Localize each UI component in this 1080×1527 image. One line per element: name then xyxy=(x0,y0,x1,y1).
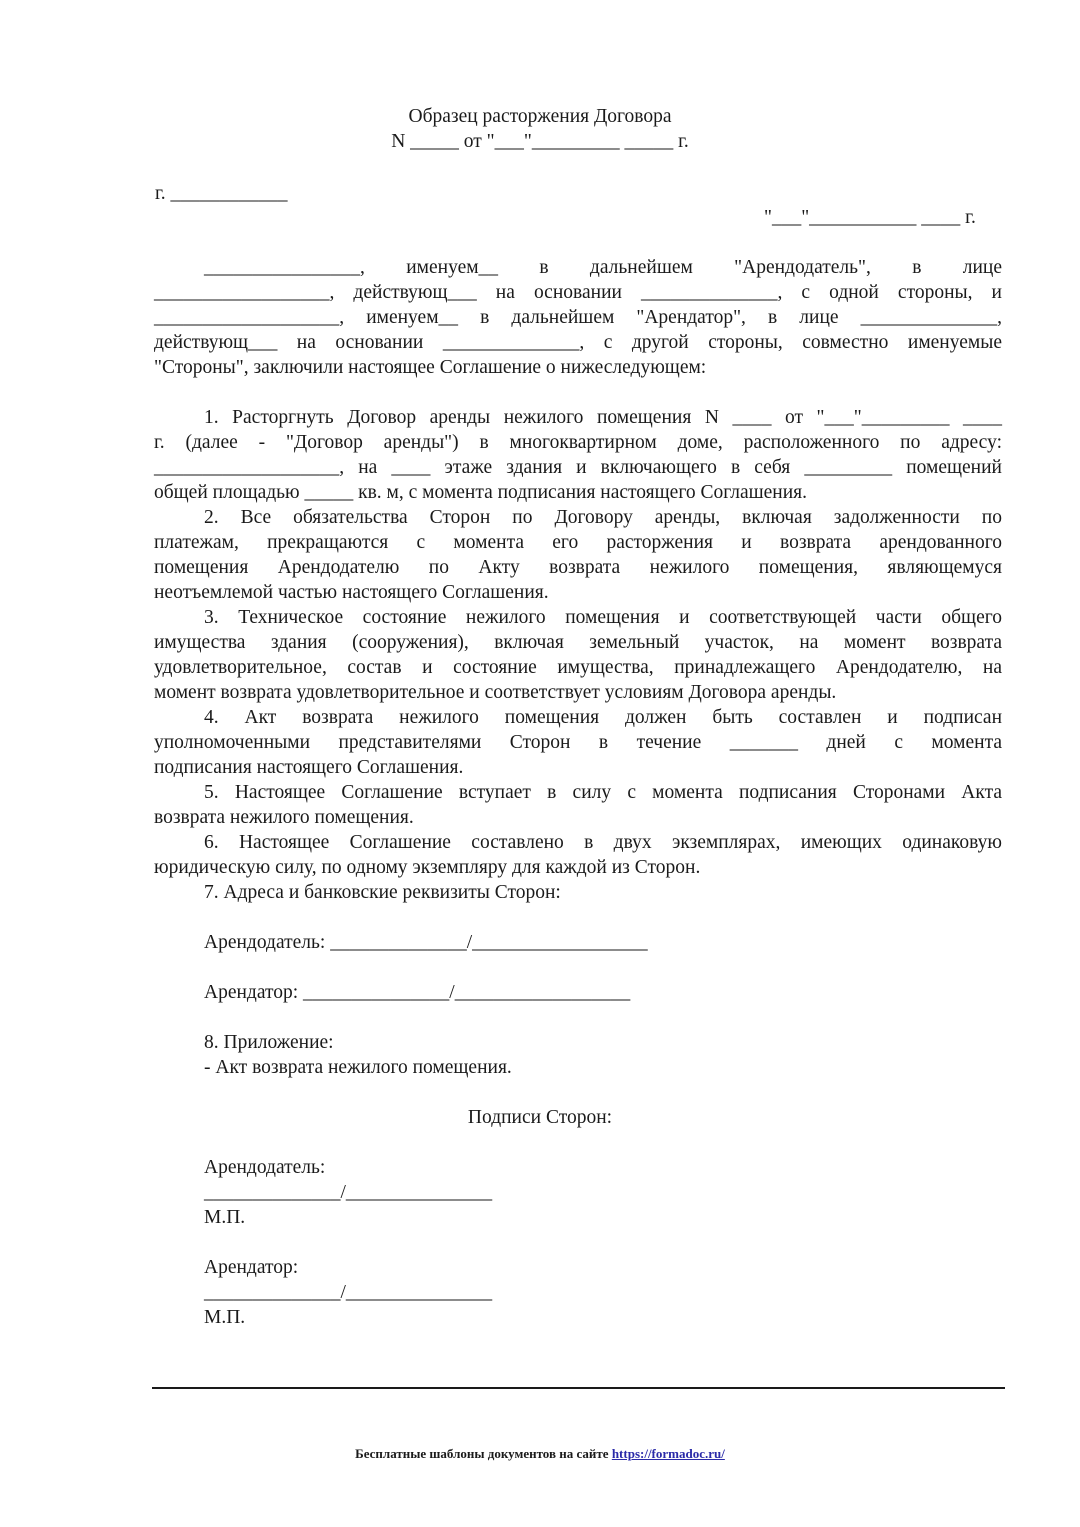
clause-line: уполномоченными представителями Сторон в течение _______ дней с момента xyxy=(154,732,1002,753)
document-number-line: N _____ от "___"_________ _____ г. xyxy=(391,131,689,152)
footer-divider xyxy=(152,1387,1005,1389)
preamble-line: действующ___ на основании ______________, с другой стороны, совместно именуемые xyxy=(154,332,1002,353)
signatures-title: Подписи Сторон: xyxy=(467,1107,613,1128)
footer-link[interactable]: https://formadoc.ru/ xyxy=(611,1446,725,1461)
appendix-title: 8. Приложение: xyxy=(204,1032,334,1053)
signature-tenant-line: ______________/_______________ xyxy=(204,1282,493,1303)
preamble-line: ________________, именуем__ в дальнейшем "Арендодатель", в лице xyxy=(204,257,1002,278)
requisites-landlord: Арендодатель: ______________/__________________ xyxy=(204,932,648,953)
signature-tenant-seal: М.П. xyxy=(204,1307,246,1328)
clause-line: удовлетворительное, состав и состояние имущества, принадлежащего Арендодателю, на xyxy=(154,657,1002,678)
clause-line: 6. Настоящее Соглашение составлено в двух экземплярах, имеющих одинаковую xyxy=(204,832,1002,853)
signature-tenant-label: Арендатор: xyxy=(204,1257,299,1278)
clause-line: 2. Все обязательства Сторон по Договору аренды, включая задолженности по xyxy=(204,507,1002,528)
signature-landlord-seal: М.П. xyxy=(204,1207,246,1228)
preamble-line: "Стороны", заключили настоящее Соглашение о нижеследующем: xyxy=(154,357,707,378)
clause-line: г. (далее - "Договор аренды") в многоквартирном доме, расположенного по адресу: xyxy=(154,432,1002,453)
clause-line: ___________________, на ____ этаже здания и включающего в себя _________ помещений xyxy=(154,457,1002,478)
clause-line: юридическую силу, по одному экземпляру для каждой из Сторон. xyxy=(154,857,701,878)
clause-line: общей площадью _____ кв. м, с момента подписания настоящего Соглашения. xyxy=(154,482,807,503)
clause-line: платежам, прекращаются с момента его расторжения и возврата арендованного xyxy=(154,532,1002,553)
appendix-item: - Акт возврата нежилого помещения. xyxy=(204,1057,512,1078)
clause-line: неотъемлемой частью настоящего Соглашения. xyxy=(154,582,549,603)
clause-line: помещения Арендодателю по Акту возврата нежилого помещения, являющемуся xyxy=(154,557,1002,578)
clause-line: возврата нежилого помещения. xyxy=(154,807,414,828)
signature-landlord-label: Арендодатель: xyxy=(204,1157,326,1178)
clause-line: 4. Акт возврата нежилого помещения должен быть составлен и подписан xyxy=(204,707,1002,728)
clause-line: 3. Техническое состояние нежилого помещения и соответствующей части общего xyxy=(204,607,1002,628)
requisites-tenant: Арендатор: _______________/__________________ xyxy=(204,982,631,1003)
footer xyxy=(0,1446,1080,1462)
clause-line: имущества здания (сооружения), включая земельный участок, на момент возврата xyxy=(154,632,1002,653)
clause-line: 1. Расторгнуть Договор аренды нежилого помещения N ____ от "___"_________ ____ xyxy=(204,407,1002,428)
footer-text: Бесплатные шаблоны документов на сайте xyxy=(355,1446,612,1461)
document-title: Образец расторжения Договора xyxy=(408,106,672,127)
signature-landlord-line: ______________/_______________ xyxy=(204,1182,493,1203)
clause-line: подписания настоящего Соглашения. xyxy=(154,757,464,778)
clause-7: 7. Адреса и банковские реквизиты Сторон: xyxy=(204,882,561,903)
date-line: "___"___________ ____ г. xyxy=(764,207,976,228)
preamble-line: __________________, действующ___ на основании ______________, с одной стороны, и xyxy=(154,282,1002,303)
place-line: г. ____________ xyxy=(155,183,288,204)
clause-line: 5. Настоящее Соглашение вступает в силу с момента подписания Сторонами Акта xyxy=(204,782,1002,803)
clause-line: момент возврата удовлетворительное и соответствует условиям Договора аренды. xyxy=(154,682,837,703)
preamble-line: ___________________, именуем__ в дальнейшем "Арендатор", в лице ______________, xyxy=(154,307,1002,328)
